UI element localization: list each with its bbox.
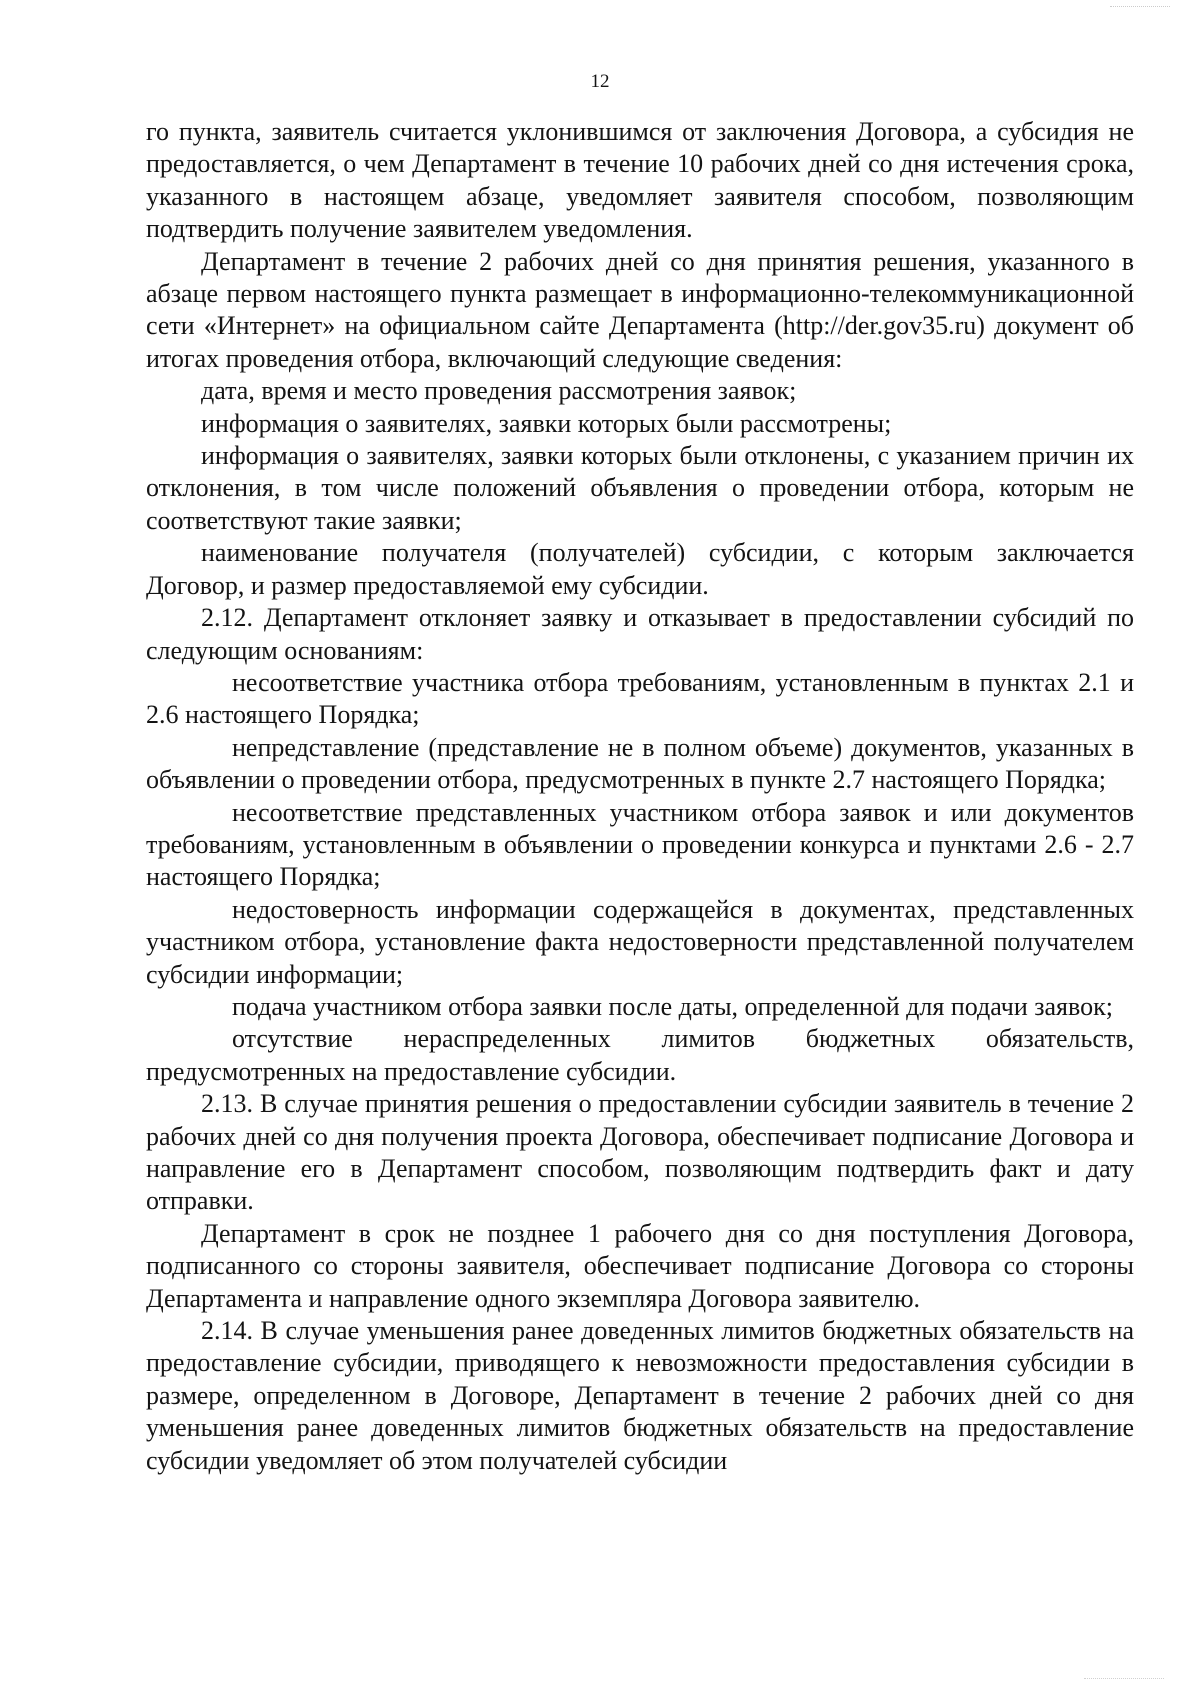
list-item-date-time-place: дата, время и место проведения рассмотрения заявок; <box>201 376 797 406</box>
ground-missing-documents: непредставление (представление не в полном объеме) документов, указанных в объявлении о проведении отбора, предусмотренных в пункте 2.7 настоящего Порядка; <box>146 732 1134 795</box>
ground-inaccurate-information: недостоверность информации содержащейся в документах, представленных участником отбора, установление факта недостоверности представленной получателем субсидии информации; <box>146 894 1134 989</box>
paragraph-contract-signing: Департамент в срок не позднее 1 рабочего дня со дня поступления Договора, подписанного со стороны заявителя, обеспечивает подписание Договора со стороны Департамента и направление одного экземпляра Договора заявителю. <box>146 1218 1134 1313</box>
list-item-rejected-applicants: информация о заявителях, заявки которых были отклонены, с указанием причин их отклонения, в том числе положений объявления о проведении отбора, которым не соответствуют такие заявки; <box>146 441 1134 535</box>
ground-late-submission: подача участником отбора заявки после даты, определенной для подачи заявок; <box>232 991 1113 1021</box>
document-body <box>146 116 1134 1477</box>
clause-2-12: 2.12. Департамент отклоняет заявку и отказывает в предоставлении субсидий по следующим основаниям: <box>146 603 1134 665</box>
ground-noncompliance: несоответствие участника отбора требованиям, установленным в пунктах 2.1 и 2.6 настоящего Порядка; <box>146 667 1134 730</box>
clause-2-13: 2.13. В случае принятия решения о предоставлении субсидии заявитель в течение 2 рабочих дней со дня получения проекта Договора, обеспечивает подписание Договора и направление его в Департамент способом, позволяющим подтвердить факт и дату отправки. <box>146 1089 1134 1216</box>
ground-no-budget-limits: отсутствие нераспределенных лимитов бюджетных обязательств, предусмотренных на предоставление субсидии. <box>146 1024 1134 1086</box>
scan-artifact <box>1110 0 1170 7</box>
list-item-reviewed-applicants: информация о заявителях, заявки которых были рассмотрены; <box>201 408 892 438</box>
scan-artifact-bottom <box>1084 1678 1164 1689</box>
list-item-recipient-name: наименование получателя (получателей) субсидии, с которым заключается Договор, и размер предоставляемой ему субсидии. <box>146 538 1134 600</box>
ground-document-mismatch: несоответствие представленных участником отбора заявок и или документов требованиям, установленным в объявлении о проведении конкурса и пунктами 2.6 - 2.7 настоящего Порядка; <box>146 797 1134 892</box>
paragraph-publication: Департамент в течение 2 рабочих дней со дня принятия решения, указанного в абзаце первом настоящего пункта размещает в информационно-телекоммуникационной сети «Интернет» на официальном сайте Департамента (http://der.gov35.ru) документ об итогах проведения отбора, включающий следующие сведения: <box>146 246 1134 373</box>
clause-2-14: 2.14. В случае уменьшения ранее доведенных лимитов бюджетных обязательств на предоставление субсидии, приводящего к невозможности предоставления субсидии в размере, определенном в Договоре, Департамент в течение 2 рабочих дней со дня уменьшения ранее доведенных лимитов бюджетных обязательств на предоставление субсидии уведомляет об этом получателей субсидии <box>146 1316 1134 1475</box>
paragraph-continuation: го пункта, заявитель считается уклонившимся от заключения Договора, а субсидия не предоставляется, о чем Департамент в течение 10 рабочих дней со дня истечения срока, указанного в настоящем абзаце, уведомляет заявителя способом, позволяющим подтвердить получение заявителем уведомления. <box>146 117 1134 244</box>
page-number: 12 <box>590 71 610 92</box>
